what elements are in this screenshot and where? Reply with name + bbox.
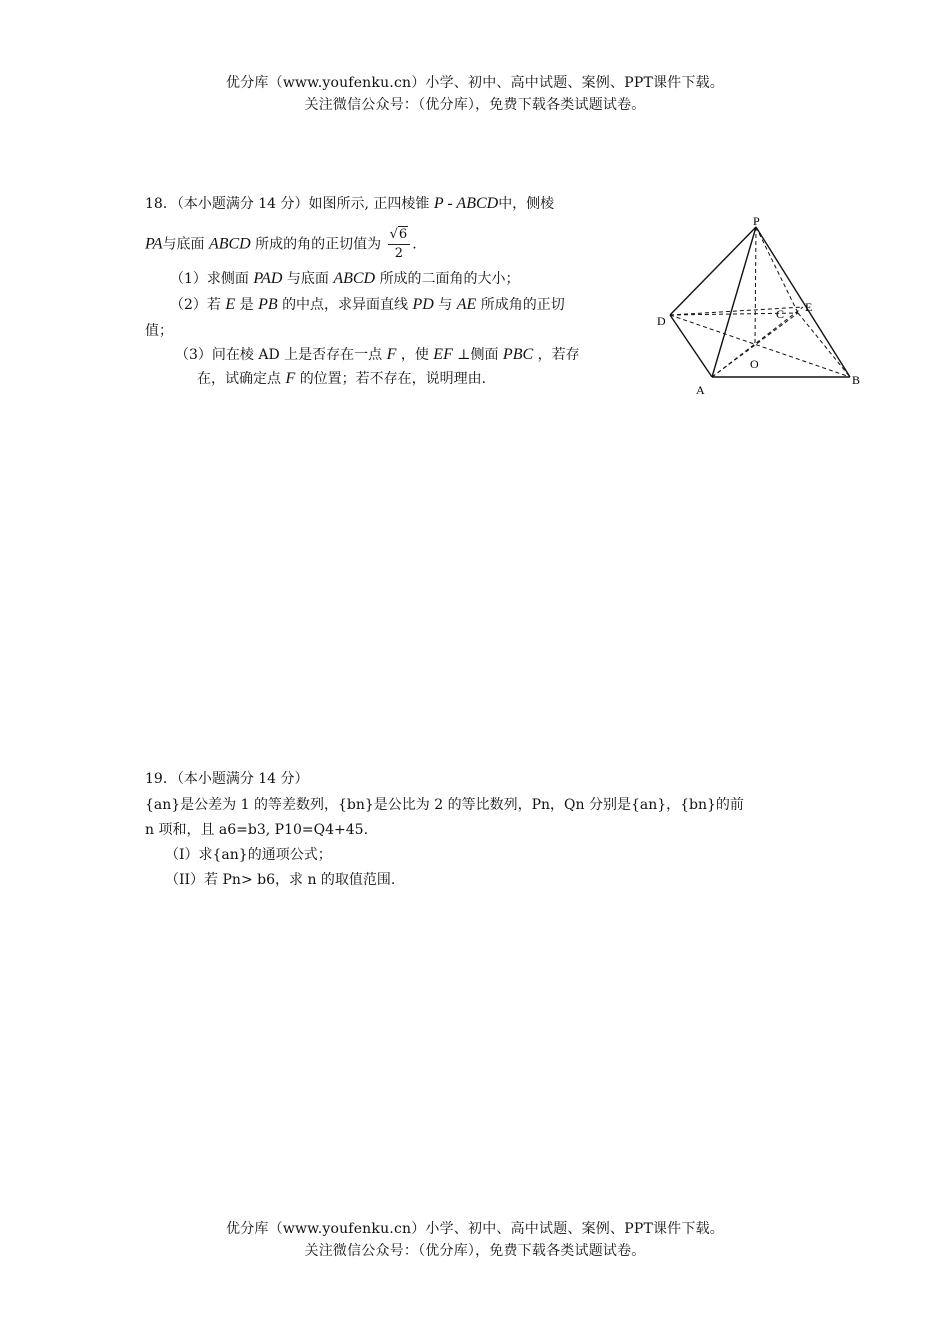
q18-intro-text: 18．（本小题满分 14 分）如图所示, 正四棱锥 (145, 196, 430, 212)
math-ef: EF (433, 346, 453, 363)
sqrt-icon: √ (389, 227, 398, 242)
q18-p2-text-b: 是 (239, 297, 254, 313)
q19-title: 19．（本小题满分 14 分） (145, 771, 309, 787)
page-footer (0, 1218, 950, 1262)
label-o: O (750, 357, 759, 371)
edge-cb (798, 313, 850, 377)
height-po (755, 227, 756, 343)
math-pb: PB (258, 296, 278, 313)
q18-p1-text-b: 与底面 (286, 271, 329, 287)
q19-line2: n 项和，且 a6=b3, P10=Q4+45. (145, 822, 369, 838)
fraction-sqrt6-over-2 (388, 226, 411, 263)
q18-line2-text-a: 与底面 (162, 236, 205, 253)
label-c: C (776, 307, 785, 321)
q19-part1: （I）求{an}的通项公式； (165, 847, 332, 863)
footer-line-1: 优分库（www.youfenku.cn）小学、初中、高中试题、案例、PPT课件下载。 (226, 1221, 724, 1237)
q18-part3-cont (197, 368, 486, 388)
math-pa: PA (145, 235, 163, 253)
math-abcd-2: ABCD (333, 270, 376, 287)
math-pd: PD (412, 296, 434, 313)
q18-intro (145, 193, 554, 213)
q18-part2 (170, 294, 565, 314)
header-line-1: 优分库（www.youfenku.cn）小学、初中、高中试题、案例、PPT课件下载。 (226, 75, 724, 91)
q18-line2-text-b: 所成的角的正切值为 (255, 236, 382, 253)
math-pbc: PBC (502, 346, 534, 363)
label-a: A (696, 383, 705, 397)
math-abcd: ABCD (208, 235, 251, 253)
q18-p3-text-d: 在，试确定点 (197, 371, 281, 387)
q18-intro-text-b: 中，侧棱 (498, 196, 555, 212)
label-b: B (852, 373, 861, 387)
edge-da (670, 315, 712, 377)
label-d: D (657, 314, 666, 328)
q18-line2 (145, 226, 417, 263)
q18-p1-text-a: （1）求侧面 (170, 271, 249, 287)
pyramid-figure (650, 215, 870, 405)
q18-p3-text-a: （3）问在棱 AD 上是否存在一点 (175, 347, 383, 363)
edge-pb (756, 227, 850, 377)
q18-p2-text-e: 所成角的正切 (480, 297, 565, 313)
footer-line-2: 关注微信公众号：（优分库），免费下载各类试题试卷。 (304, 1243, 646, 1259)
page-header (0, 72, 950, 116)
q18-p2-text-a: （2）若 (170, 297, 221, 313)
math-ae: AE (456, 296, 477, 313)
q18-p1-text-c: 所成的二面角的大小； (379, 271, 520, 287)
q19-line1: {an}是公差为 1 的等差数列，{bn}是公比为 2 的等比数列，Pn，Qn 分别是{an}，{bn}的前 (145, 797, 744, 813)
frac-numerator: 6 (398, 227, 408, 242)
header-line-2: 关注微信公众号：（优分库），免费下载各类试题试卷。 (304, 97, 646, 113)
math-p-abcd: P - ABCD (433, 195, 499, 212)
q18-p2-text-d: 与 (438, 297, 453, 313)
math-f: F (386, 346, 397, 363)
q18-p3-text-e: 的位置；若不存在，说明理由. (299, 371, 487, 387)
q18-line2-end: . (412, 236, 417, 253)
frac-denominator: 2 (394, 246, 404, 261)
math-f-2: F (285, 370, 296, 387)
q18-p3-perp: ⊥侧面 (457, 347, 499, 363)
q18-p2-text-c: 的中点，求异面直线 (282, 297, 409, 313)
q18-p3-text-b: ，使 (400, 347, 429, 363)
math-e: E (225, 296, 236, 313)
diagonal-db (670, 315, 850, 377)
q19-part2: （II）若 Pn> b6，求 n 的取值范围. (165, 872, 396, 888)
label-p: P (753, 215, 760, 228)
q18-part2-cont: 值； (145, 323, 173, 339)
q18-p3-text-c: ，若存 (537, 347, 580, 363)
q18-part3 (175, 344, 580, 364)
math-pad: PAD (253, 270, 283, 287)
label-e: E (805, 300, 813, 314)
edge-pc (756, 227, 798, 313)
q18-part1 (170, 268, 520, 288)
